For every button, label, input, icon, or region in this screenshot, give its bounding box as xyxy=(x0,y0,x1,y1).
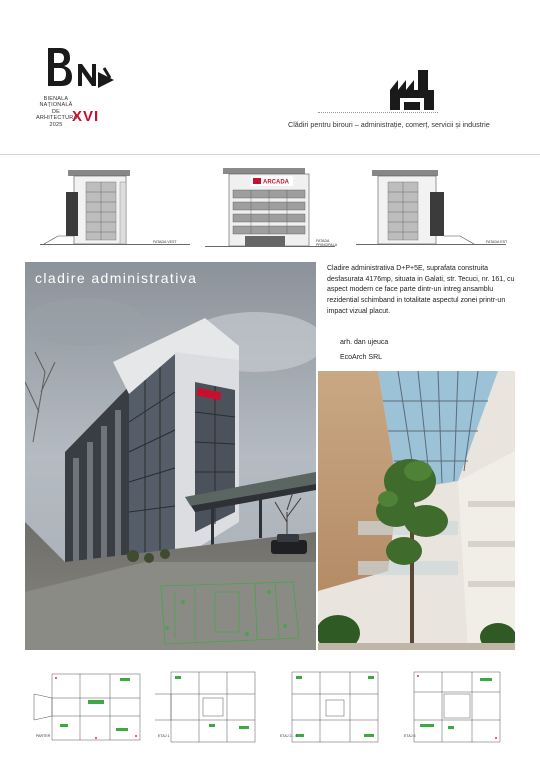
photo-title: cladire administrativa xyxy=(35,270,198,286)
bna-logo-shapes xyxy=(44,44,124,104)
arcada-sign: ARCADA xyxy=(263,179,289,186)
elevation-main xyxy=(205,162,335,250)
elevation-label-main: FATADA PRINCIPALA xyxy=(316,239,338,247)
category-label: Clădiri pentru birouri – administrație, comerț, servicii și industrie xyxy=(288,120,490,129)
logo-subtitle: BIENALA NAȚIONALĂ DE ARHITECTURĂ 2025 xyxy=(36,96,78,128)
project-description: Cladire administrativa D+P+5E, suprafata construita desfasurata 4176mp, situata in Galati, str. Tecuci, nr. 161, cu aspect modern ce face parte dintr-un intreg ansamblu rezidential schimband in totalitate aspectul zonei printr-un impact vizual placut. xyxy=(327,265,515,315)
floor-plan-label-etaj2-4: ETAJ 2 - 4 xyxy=(280,734,297,738)
floor-plan-label-parter: PARTER xyxy=(36,734,51,738)
elevation-west xyxy=(40,162,190,250)
company-name: EcoArch SRL xyxy=(340,354,383,361)
exterior-photo xyxy=(25,262,316,650)
interior-photo xyxy=(318,371,515,650)
category-divider xyxy=(318,112,438,114)
logo-edition: XVI xyxy=(72,108,100,125)
floor-plan-etaj5 xyxy=(400,664,512,750)
elevation-east xyxy=(356,162,506,250)
floor-plan-label-etaj5: ETAJ 5 xyxy=(404,734,416,738)
floor-plan-etaj1 xyxy=(155,664,267,750)
factory-icon xyxy=(388,68,436,112)
architect-name: arh. dan ujeuca xyxy=(340,339,389,346)
elevation-label-east: FATADA EST xyxy=(486,240,508,244)
floor-plan-label-etaj1: ETAJ 1 xyxy=(158,734,170,738)
elevation-label-west: FATADA VEST xyxy=(153,240,177,244)
header-rule xyxy=(0,154,540,155)
